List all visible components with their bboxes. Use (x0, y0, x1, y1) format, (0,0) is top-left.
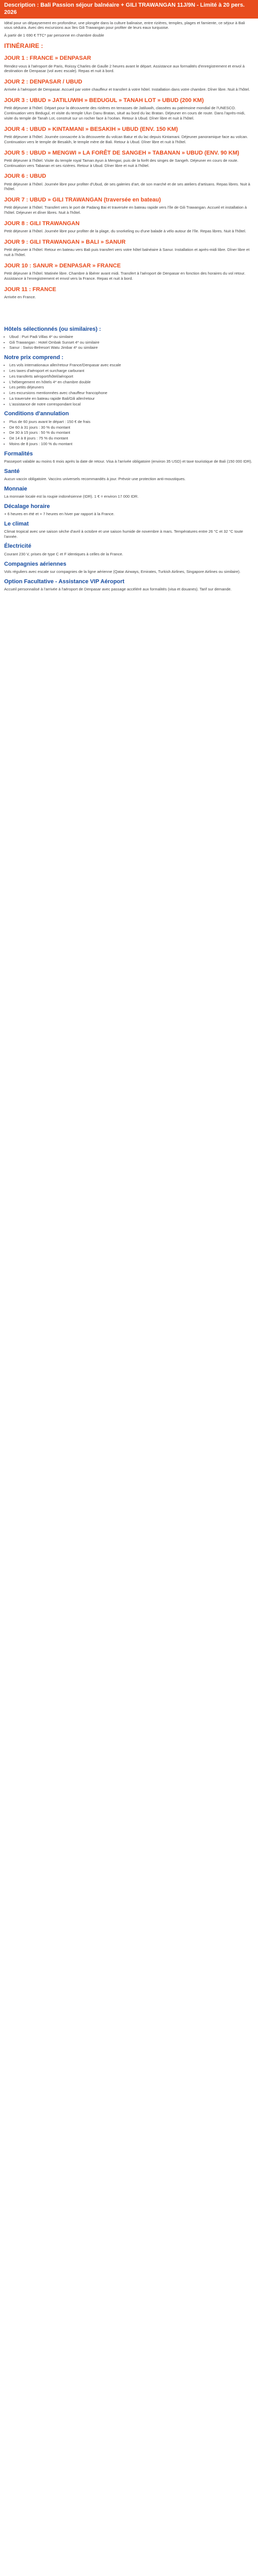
list-item: • Les vols internationaux aller/retour France/Denpasar avec escale (9, 363, 254, 368)
day-paragraph: Rendez-vous à l'aéroport de Paris, Roissy Charles de Gaulle 2 heures avant le départ. Assistance aux formalités d'enregistrement et envol à destination de Denpasar (vol avec escale). Repas et nuit à bord. (4, 63, 245, 74)
day-paragraph: Petit déjeuner à l'hôtel. Matinée libre. Chambre à libérer avant midi. Transfert à l'aéroport de Denpasar en fonction des horaires du vol retour. Assistance à l'enregistrement et envol vers la France. Repas et nuit à bord. (4, 271, 246, 281)
airlines-heading: Compagnies aériennes (4, 561, 67, 567)
price-line: À partir de 1 690 € TTC* par personne en chambre double (4, 33, 104, 38)
day-body (4, 106, 254, 121)
day-body (4, 205, 254, 215)
formalities-text: Passeport valable au moins 6 mois après la date de retour. Visa à l'arrivée obligatoire (environ 35 USD) et taxe touristique de Bali (150 000 IDR). (4, 459, 252, 464)
list-item: • Moins de 8 jours : 100 % du montant (9, 442, 254, 447)
day-paragraph: Petit déjeuner à l'hôtel. Visite du temple royal Taman Ayun à Mengwi, puis de la forêt des singes de Sangeh. Déjeuner en cours de route. Continuation vers Tabanan et ses rizières. Retour à Ubud. Dîner libre et nuit à l'hôtel. (4, 158, 238, 168)
footer-note-text: Accueil personnalisé à l'arrivée à l'aéroport de Denpasar avec passage accéléré aux formalités (visa et douanes). Tarif sur demande. (4, 586, 232, 591)
day-body (4, 134, 254, 145)
list-item: • Les transferts aéroport/hôtel/aéroport (9, 374, 254, 379)
timezone-heading: Décalage horaire (4, 503, 50, 510)
day-heading: JOUR 2 : DENPASAR / UBUD (4, 79, 83, 86)
day-paragraph: Petit déjeuner à l'hôtel. Retour en bateau vers Bali puis transfert vers votre hôtel balnéaire à Sanur. Installation et après-midi libre. Dîner libre et nuit à l'hôtel. (4, 247, 250, 258)
day-body (4, 271, 254, 281)
day-body (4, 229, 254, 234)
day-heading: JOUR 5 : UBUD » MENGWI » LA FORÊT DE SANGEH » TABANAN » UBUD (ENV. 90 KM) (4, 149, 239, 156)
list-item: • Gili Trawangan : Hotel Ombak Sunset 4* ou similaire (9, 340, 254, 345)
list-item: • La traversée en bateau rapide Bali/Gili aller/retour (9, 396, 254, 401)
footer-note-heading: Option Facultative - Assistance VIP Aéroport (4, 578, 125, 585)
day-paragraph: Arrivée à l'aéroport de Denpasar. Accueil par votre chauffeur et transfert à votre hôtel. Installation dans votre chambre. Dîner libre. Nuit à l'hôtel. (4, 87, 250, 92)
airlines-text: Vols réguliers avec escale sur compagnies de la ligne aérienne (Qatar Airways, Emirates, Turkish Airlines, Singapore Airlines ou similaire). (4, 569, 241, 574)
conditions-list (4, 419, 254, 447)
page-title: Description : Bali Passion séjour balnéaire + GILI TRAWANGAN 11J/9N - Limité à 20 pers. 2026 (0, 0, 258, 19)
list-item: • De 14 à 8 jours : 75 % du montant (9, 436, 254, 441)
currency-text: La monnaie locale est la roupie indonésienne (IDR). 1 € = environ 17 000 IDR. (4, 494, 139, 499)
timezone-text: + 6 heures en été et + 7 heures en hiver par rapport à la France. (4, 511, 115, 516)
day-body (4, 158, 254, 168)
intro-text: Idéal pour un dépaysement en profondeur, une plongée dans la culture balinaise, entre rizières, temples, plages et farniente, ce séjour à Bali vous séduira. Avec des excursions aux îles Gili Trawangan pour profiter de leurs eaux turquoise. (4, 20, 245, 30)
list-item: • L'assistance de notre correspondant local (9, 402, 254, 407)
electricity-heading: Électricité (4, 543, 31, 550)
day-heading: JOUR 10 : SANUR » DENPASAR » FRANCE (4, 262, 121, 269)
day-paragraph: Petit déjeuner à l'hôtel. Départ pour la découverte des rizières en terrasses de Jatiluwih, classées au patrimoine mondial de l'UNESCO. Continuation vers Bedugul, et visite du temple Ulun Danu Bratan, situé au bord du lac Bratan. Déjeuner en cours de route. Dans l'après-midi, visite du temple de Tanah Lot, construit sur un rocher face à l'océan. Retour à Ubud. Dîner libre et nuit à l'hôtel. (4, 106, 246, 121)
day-paragraph: Petit déjeuner à l'hôtel. Journée libre pour profiter d'Ubud, de ses galeries d'art, de son marché et de ses ateliers d'artisans. Repas libres. Nuit à l'hôtel. (4, 181, 250, 192)
climate-heading: Le climat (4, 520, 29, 527)
list-item: • De 30 à 15 jours : 50 % du montant (9, 430, 254, 435)
day-body (4, 247, 254, 258)
day-heading: JOUR 3 : UBUD » JATILUWIH » BEDUGUL » TANAH LOT » UBUD (200 KM) (4, 97, 204, 104)
list-item: • Les petits déjeuners (9, 385, 254, 390)
electricity-text: Courant 230 V, prises de type C et F identiques à celles de la France. (4, 551, 123, 556)
day-paragraph: Petit déjeuner à l'hôtel. Journée libre pour profiter de la plage, du snorkeling ou d'une balade à vélo autour de l'île. Repas libres. Nuit à l'hôtel. (4, 229, 246, 234)
list-item: • Plus de 60 jours avant le départ : 150 € de frais (9, 419, 254, 425)
day-paragraph: Petit déjeuner à l'hôtel. Journée consacrée à la découverte du volcan Batur et du lac depuis Kintamani. Déjeuner panoramique face au volcan. Continuation vers le temple de Besakih, le temple mère de Bali. Retour à Ubud. Dîner libre et nuit à l'hôtel. (4, 134, 248, 144)
info-blocks (4, 450, 254, 592)
list-item: • Ubud : Puri Padi Villas 4* ou similaire (9, 334, 254, 340)
list-item: • L'hébergement en hôtels 4* en chambre double (9, 380, 254, 385)
itinerary-heading: ITINÉRAIRE : (4, 42, 43, 49)
included-list (4, 363, 254, 406)
day-heading: JOUR 9 : GILI TRAWANGAN » BALI » SANUR (4, 239, 126, 245)
currency-heading: Monnaie (4, 485, 27, 492)
list-item: • De 60 à 31 jours : 30 % du montant (9, 425, 254, 430)
list-item: • Les excursions mentionnées avec chauffeur francophone (9, 391, 254, 396)
day-body (4, 64, 254, 74)
formalities-heading: Formalités (4, 450, 33, 457)
hotels-heading: Hôtels sélectionnés (ou similaires) : (4, 326, 101, 332)
hotels-list (4, 334, 254, 350)
list-item: • Sanur : Swiss-Belresort Watu Jimbar 4* ou similaire (9, 345, 254, 350)
day-heading: JOUR 6 : UBUD (4, 173, 46, 180)
health-text: Aucun vaccin obligatoire. Vaccins universels recommandés à jour. Prévoir une protection anti-moustiques. (4, 476, 186, 481)
day-heading: JOUR 1 : FRANCE » DENPASAR (4, 55, 91, 62)
included-heading: Notre prix comprend : (4, 354, 63, 361)
day-body (4, 87, 254, 92)
day-body (4, 182, 254, 192)
day-paragraph: Petit déjeuner à l'hôtel. Transfert vers le port de Padang Bai et traversée en bateau rapide vers l'île de Gili Trawangan. Accueil et installation à l'hôtel. Déjeuner et dîner libres. Nuit à l'hôtel. (4, 205, 247, 215)
health-heading: Santé (4, 468, 20, 474)
day-heading: JOUR 7 : UBUD » GILI TRAWANGAN (traversée en bateau) (4, 197, 161, 204)
day-heading: JOUR 11 : FRANCE (4, 286, 56, 293)
day-paragraph: Arrivée en France. (4, 294, 36, 299)
itinerary-days (4, 55, 254, 299)
conditions-heading: Conditions d'annulation (4, 411, 69, 417)
day-heading: JOUR 8 : GILI TRAWANGAN (4, 220, 80, 227)
day-body (4, 295, 254, 300)
climate-text: Climat tropical avec une saison sèche d'avril à octobre et une saison humide de novembre à mars. Températures entre 26 °C et 32 °C toute l'année. (4, 529, 243, 539)
day-heading: JOUR 4 : UBUD » KINTAMANI » BESAKIH » UBUD (ENV. 150 KM) (4, 126, 178, 132)
list-item: • Les taxes d'aéroport et surcharge carburant (9, 368, 254, 374)
page (0, 0, 258, 592)
